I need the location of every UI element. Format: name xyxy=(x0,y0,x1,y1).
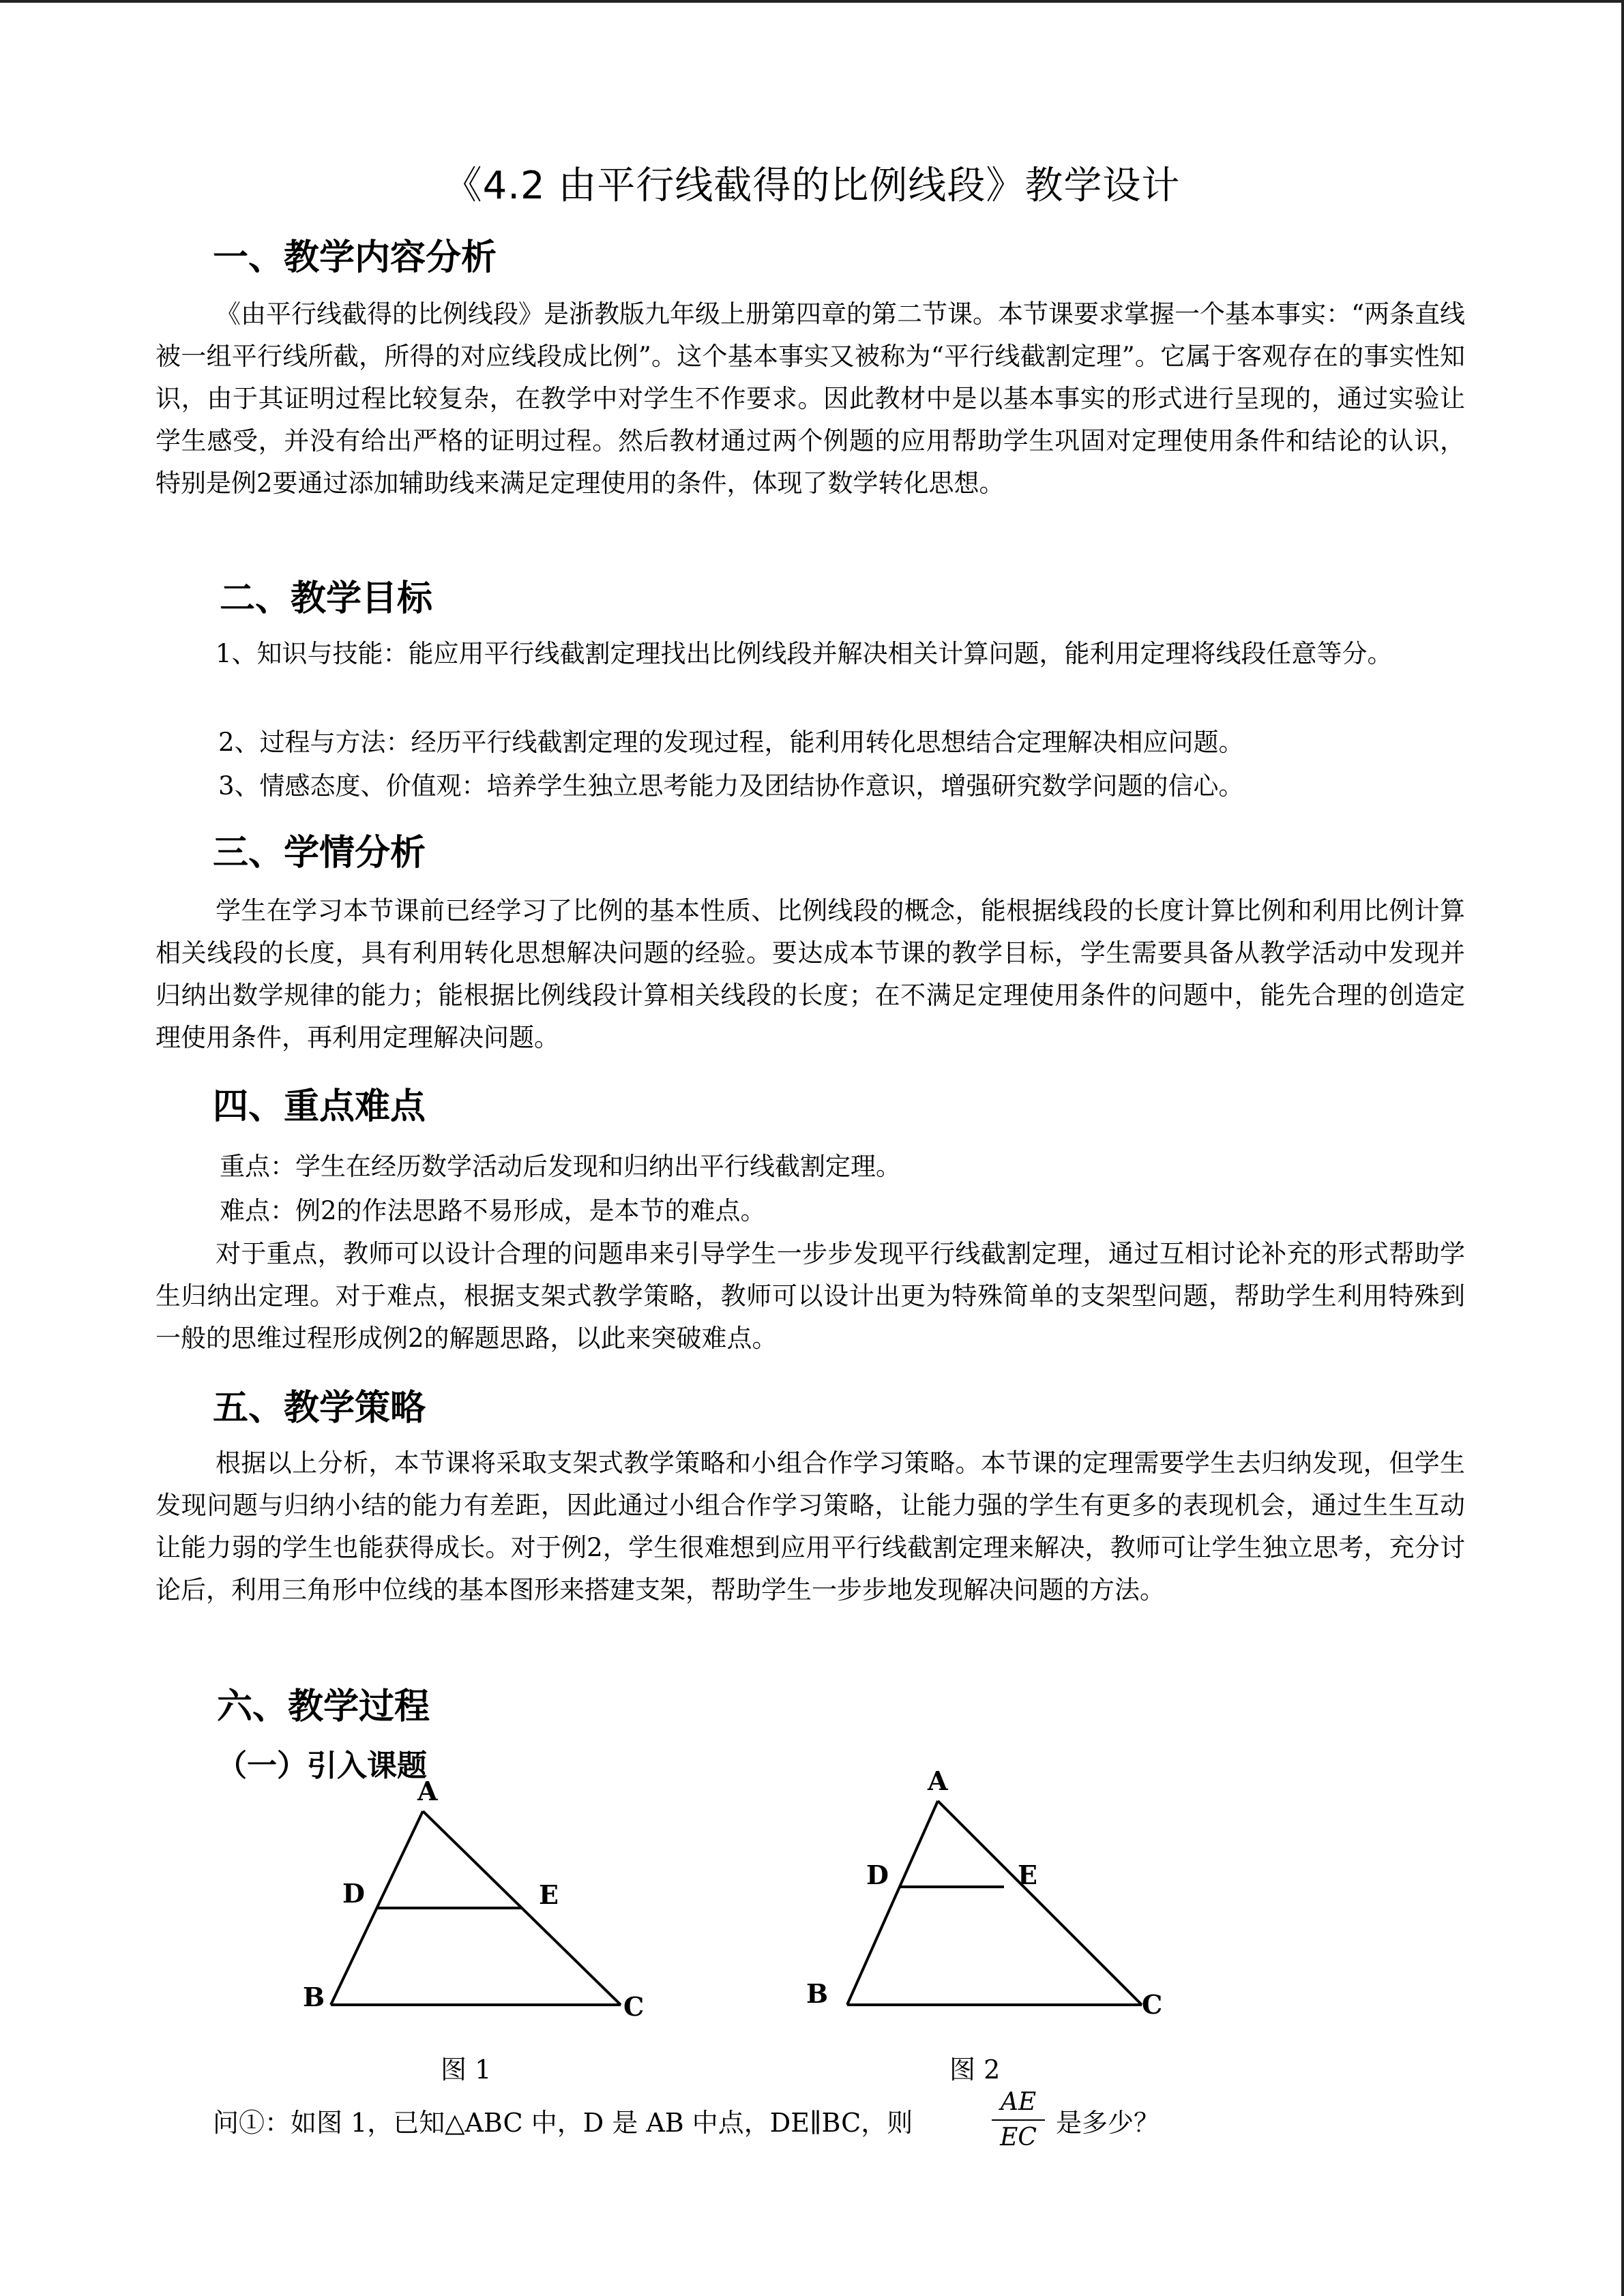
section-1-body: 《由平行线截得的比例线段》是浙教版九年级上册第四章的第二节课。本节课要求掌握一个基本事实：“两条直线被一组平行线所截，所得的对应线段成比例”。这个基本事实又被称为“平行线截割定理”。它属于客观存在的事实性知识，由于其证明过程比较复杂，在教学中对学生不作要求。因此教材中是以基本事实的形式进行呈现的，通过实验让学生感受，并没有给出严格的证明过程。然后教材通过两个例题的应用帮助学生巩固对定理使用条件和结论的认识，特别是例2要通过添加辅助线来满足定理使用的条件，体现了数学转化思想。 xyxy=(156,299,1465,498)
section-2-heading: 二、教学目标 xyxy=(220,578,433,619)
section-3-heading: 三、学情分析 xyxy=(213,833,426,874)
fraction-bar xyxy=(992,2119,1045,2121)
section-4-body: 对于重点，教师可以设计合理的问题串来引导学生一步步发现平行线截割定理，通过互相讨论补充的形式帮助学生归纳出定理。对于难点，根据支架式教学策略，教师可以设计出更为特殊简单的支架型问题，帮助学生利用特殊到一般的思维过程形成例2的解题思路，以此来突破难点。 xyxy=(156,1239,1465,1353)
document-title: 《4.2 由平行线截得的比例线段》教学设计 xyxy=(443,164,1181,208)
figure-2-triangle xyxy=(798,1763,1180,2015)
section-5-heading: 五、教学策略 xyxy=(213,1388,426,1429)
section-1-heading: 一、教学内容分析 xyxy=(213,237,497,278)
fig2-label-d: D xyxy=(866,1860,889,1890)
fig2-side-ac xyxy=(938,1801,1142,2005)
fraction-ae-ec xyxy=(988,2087,1049,2153)
section-3-body: 学生在学习本节课前已经学习了比例的基本性质、比例线段的概念，能根据线段的长度计算比例和利用比例计算相关线段的长度，具有利用转化思想解决问题的经验。要达成本节课的教学目标，学生需要具备从教学活动中发现并归纳出数学规律的能力；能根据比例线段计算相关线段的长度；在不满足定理使用条件的问题中，能先合理的创造定理使用条件，再利用定理解决问题。 xyxy=(156,896,1465,1052)
section-4-heading: 四、重点难点 xyxy=(213,1086,426,1127)
page-border-top xyxy=(0,0,1624,3)
fig2-label-a: A xyxy=(928,1765,948,1796)
fig2-label-b: B xyxy=(806,1978,829,2009)
fig1-label-a: A xyxy=(417,1776,438,1806)
figure-1-triangle xyxy=(286,1773,668,2025)
fraction-denominator: EC xyxy=(1000,2123,1037,2151)
goal-1: 1、知识与技能：能应用平行线截割定理找出比例线段并解决相关计算问题，能利用定理将线段任意等分。 xyxy=(216,639,1393,668)
figure-1-caption: 图 1 xyxy=(441,2055,492,2085)
fig1-label-c: C xyxy=(623,1991,645,2022)
fig1-label-e: E xyxy=(539,1879,559,1910)
goal-3: 3、情感态度、价值观：培养学生独立思考能力及团结协作意识，增强研究数学问题的信心。 xyxy=(218,771,1244,801)
question-1-text: 问①：如图 1，已知△ABC 中，D 是 AB 中点，DE∥BC，则 xyxy=(213,2108,913,2138)
figure-2-caption: 图 2 xyxy=(949,2055,1001,2085)
fig2-side-ab xyxy=(847,1801,938,2005)
subsection-intro: （一）引入课题 xyxy=(217,1748,427,1783)
fig2-label-e: E xyxy=(1018,1860,1037,1890)
key-point: 重点：学生在经历数学活动后发现和归纳出平行线截割定理。 xyxy=(220,1152,901,1181)
section-6-heading: 六、教学过程 xyxy=(217,1686,430,1727)
section-5-body: 根据以上分析，本节课将采取支架式教学策略和小组合作学习策略。本节课的定理需要学生去归纳发现，但学生发现问题与归纳小结的能力有差距，因此通过小组合作学习策略，让能力强的学生有更多的表现机会，通过生生互动让能力弱的学生也能获得成长。对于例2，学生很难想到应用平行线截割定理来解决，教师可让学生独立思考，充分讨论后，利用三角形中位线的基本图形来搭建支架，帮助学生一步步地发现解决问题的方法。 xyxy=(156,1448,1465,1605)
fraction-numerator: AE xyxy=(1000,2088,1037,2116)
difficult-point: 难点：例2的作法思路不易形成，是本节的难点。 xyxy=(220,1196,766,1225)
question-1-tail: 是多少？ xyxy=(1056,2108,1160,2138)
fig1-label-d: D xyxy=(342,1878,365,1909)
fig2-label-c: C xyxy=(1142,1989,1163,2015)
goal-2: 2、过程与方法：经历平行线截割定理的发现过程，能利用转化思想结合定理解决相应问题。 xyxy=(218,728,1244,757)
fig1-label-b: B xyxy=(303,1982,325,2012)
page-border-right xyxy=(1621,0,1624,2296)
